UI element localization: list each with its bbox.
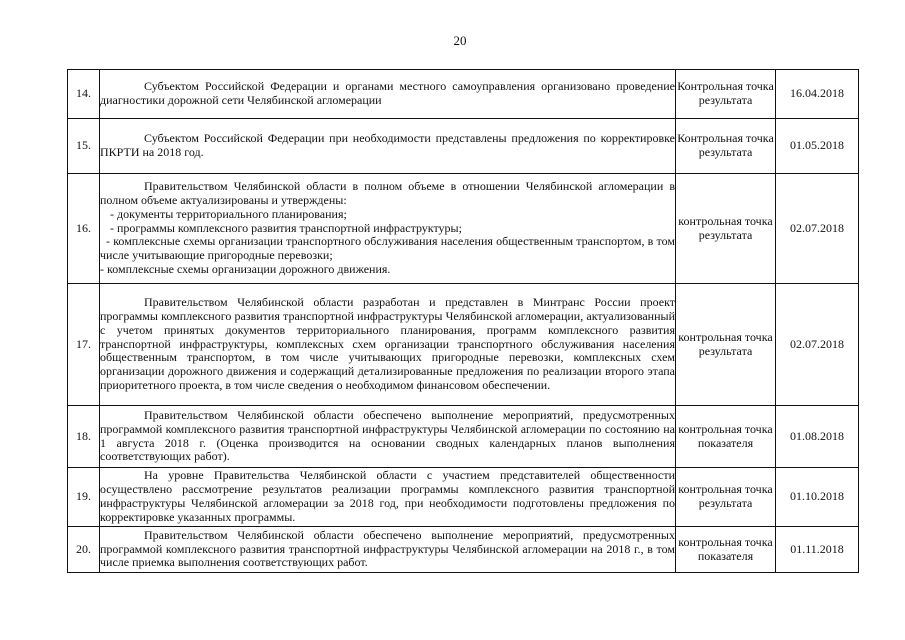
row-number: 20. bbox=[68, 527, 100, 573]
row-date: 16.04.2018 bbox=[776, 70, 859, 119]
list-item: - комплексные схемы организации дорожного движения. bbox=[100, 261, 391, 276]
row-date: 02.07.2018 bbox=[776, 284, 859, 406]
row-description bbox=[100, 174, 676, 284]
row-number: 14. bbox=[68, 70, 100, 119]
row-paragraph: Субъектом Российской Федерации и органами местного самоуправления организовано проведение диагностики дорожной сети Челябинской агломерации bbox=[100, 79, 675, 107]
row-date: 01.10.2018 bbox=[776, 468, 859, 527]
row-number: 15. bbox=[68, 119, 100, 174]
row-description bbox=[100, 406, 676, 468]
row-type: контрольная точка результата bbox=[676, 468, 776, 527]
row-date: 01.08.2018 bbox=[776, 406, 859, 468]
row-type: контрольная точка результата bbox=[676, 174, 776, 284]
row-paragraph: Правительством Челябинской области обеспечено выполнение мероприятий, предусмотренных программой комплексного развития транспортной инфраструктуры Челябинской агломерации по состоянию на 1 августа 2018 г. (Оценка производится на основании сводных календарных планов выполнения соответствующих работ). bbox=[100, 407, 675, 464]
row-description bbox=[100, 119, 676, 174]
row-type: Контрольная точка результата bbox=[676, 119, 776, 174]
table-row bbox=[68, 527, 859, 573]
row-type: контрольная точка показателя bbox=[676, 527, 776, 573]
row-paragraph: Правительством Челябинской области в полном объеме в отношении Челябинской агломерации в полном объеме актуализированы и утверждены: bbox=[100, 179, 675, 207]
table-row bbox=[68, 284, 859, 406]
table-row bbox=[68, 119, 859, 174]
row-paragraph: На уровне Правительства Челябинской области с участием представителей общественности осуществлено рассмотрение результатов реализации программы комплексного развития транспортной инфраструктуры Челябинской агломерации за 2018 год, при необходимости подготовлены предложения по корректировке указанных программы. bbox=[100, 468, 675, 524]
page-number: 20 bbox=[453, 33, 467, 48]
table-row bbox=[68, 406, 859, 468]
table-row bbox=[68, 468, 859, 527]
list-item: - комплексные схемы организации транспортного обслуживания населения общественным транспортом, в том числе учитывающие пригородные перевозки; bbox=[100, 234, 675, 263]
list-item: - программы комплексного развития транспортной инфраструктуры; bbox=[110, 220, 462, 235]
row-number: 19. bbox=[68, 468, 100, 527]
row-date: 01.05.2018 bbox=[776, 119, 859, 174]
row-type: контрольная точка результата bbox=[676, 284, 776, 406]
row-number: 17. bbox=[68, 284, 100, 406]
row-type: Контрольная точка результата bbox=[676, 70, 776, 119]
row-description bbox=[100, 527, 676, 573]
list-item: - документы территориального планирования; bbox=[110, 206, 347, 221]
row-paragraph: Субъектом Российской Федерации при необходимости представлены предложения по корректировке ПКРТИ на 2018 год. bbox=[100, 131, 675, 159]
row-date: 02.07.2018 bbox=[776, 174, 859, 284]
row-description bbox=[100, 70, 676, 119]
row-number: 16. bbox=[68, 174, 100, 284]
row-paragraph: Правительством Челябинской области разработан и представлен в Минтранс России проект программы комплексного развития транспортной инфраструктуры Челябинской агломерации, актуализованный с учетом принятых документов территориального планирования, программ комплексного развития транспортной инфраструктуры, комплексных схем организации транспортного обслуживания населения общественным транспортом, в том числе учитывающих пригородные перевозки, комплексных схем организации дорожного движения и содержащий детализированные предложения по реализации второго этапа приоритетного проекта, в том числе сведения о необходимом финансовом обеспечении. bbox=[100, 295, 675, 392]
row-description bbox=[100, 284, 676, 406]
row-date: 01.11.2018 bbox=[776, 527, 859, 573]
row-type: контрольная точка показателя bbox=[676, 406, 776, 468]
control-points-table bbox=[67, 69, 859, 573]
table-row bbox=[68, 174, 859, 284]
row-description bbox=[100, 468, 676, 527]
row-number: 18. bbox=[68, 406, 100, 468]
table-row bbox=[68, 70, 859, 119]
row-paragraph: Правительством Челябинской области обеспечено выполнение мероприятий, предусмотренных программой комплексного развития транспортной инфраструктуры Челябинской агломерации на 2018 г., в том числе приемка выполнения соответствующих работ. bbox=[100, 527, 675, 570]
